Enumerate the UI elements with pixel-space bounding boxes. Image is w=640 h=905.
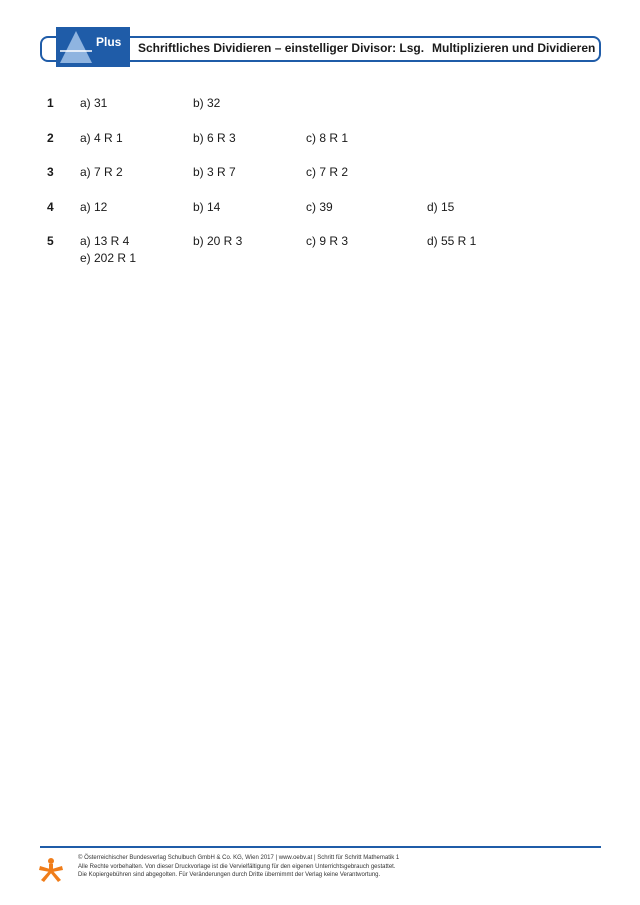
answer-number-4: 4 xyxy=(47,200,54,214)
answer-3b: b) 3 R 7 xyxy=(193,165,236,179)
footer-text xyxy=(78,854,399,880)
answer-1b: b) 32 xyxy=(193,96,221,110)
answer-5d: d) 55 R 1 xyxy=(427,234,477,248)
answer-4a: a) 12 xyxy=(80,200,108,214)
answer-number-1: 1 xyxy=(47,96,54,110)
answer-1a: a) 31 xyxy=(80,96,108,110)
answer-5e: e) 202 R 1 xyxy=(80,251,137,265)
answer-4c: c) 39 xyxy=(306,200,333,214)
answer-number-5: 5 xyxy=(47,234,54,248)
footer-line-1: © Österreichischer Bundesverlag Schulbuch GmbH & Co. KG, Wien 2017 | www.oebv.at | Schritt für Schritt Mathematik 1 xyxy=(78,855,400,861)
answer-4d: d) 15 xyxy=(427,200,455,214)
topic-title: Multiplizieren und Dividieren xyxy=(432,41,596,55)
footer-line-3: Die Kopiergebühren sind abgegolten. Für Veränderungen durch Dritte übernimmt der Verlag keine Verantwortung. xyxy=(78,872,381,878)
footer-line-2: Alle Rechte vorbehalten. Von dieser Druckvorlage ist die Vervielfältigung für den eigenen Unterrichtsgebrauch gestattet. xyxy=(78,863,396,870)
footer-divider xyxy=(40,846,601,848)
answer-5a: a) 13 R 4 xyxy=(80,234,130,248)
answer-2a: a) 4 R 1 xyxy=(80,131,123,145)
page-title: Schriftliches Dividieren – einstelliger Divisor: Lsg. xyxy=(138,41,425,55)
answer-4b: b) 14 xyxy=(193,200,221,214)
answer-5b: b) 20 R 3 xyxy=(193,234,243,248)
logo-text: Plus xyxy=(96,35,122,49)
answer-2c: c) 8 R 1 xyxy=(306,131,349,145)
answer-number-3: 3 xyxy=(47,165,54,179)
answer-3a: a) 7 R 2 xyxy=(80,165,123,179)
answer-5c: c) 9 R 3 xyxy=(306,234,349,248)
answer-3c: c) 7 R 2 xyxy=(306,165,349,179)
plus-logo xyxy=(56,27,130,67)
answer-number-2: 2 xyxy=(47,131,54,145)
answer-2b: b) 6 R 3 xyxy=(193,131,236,145)
publisher-logo-icon xyxy=(38,856,64,889)
